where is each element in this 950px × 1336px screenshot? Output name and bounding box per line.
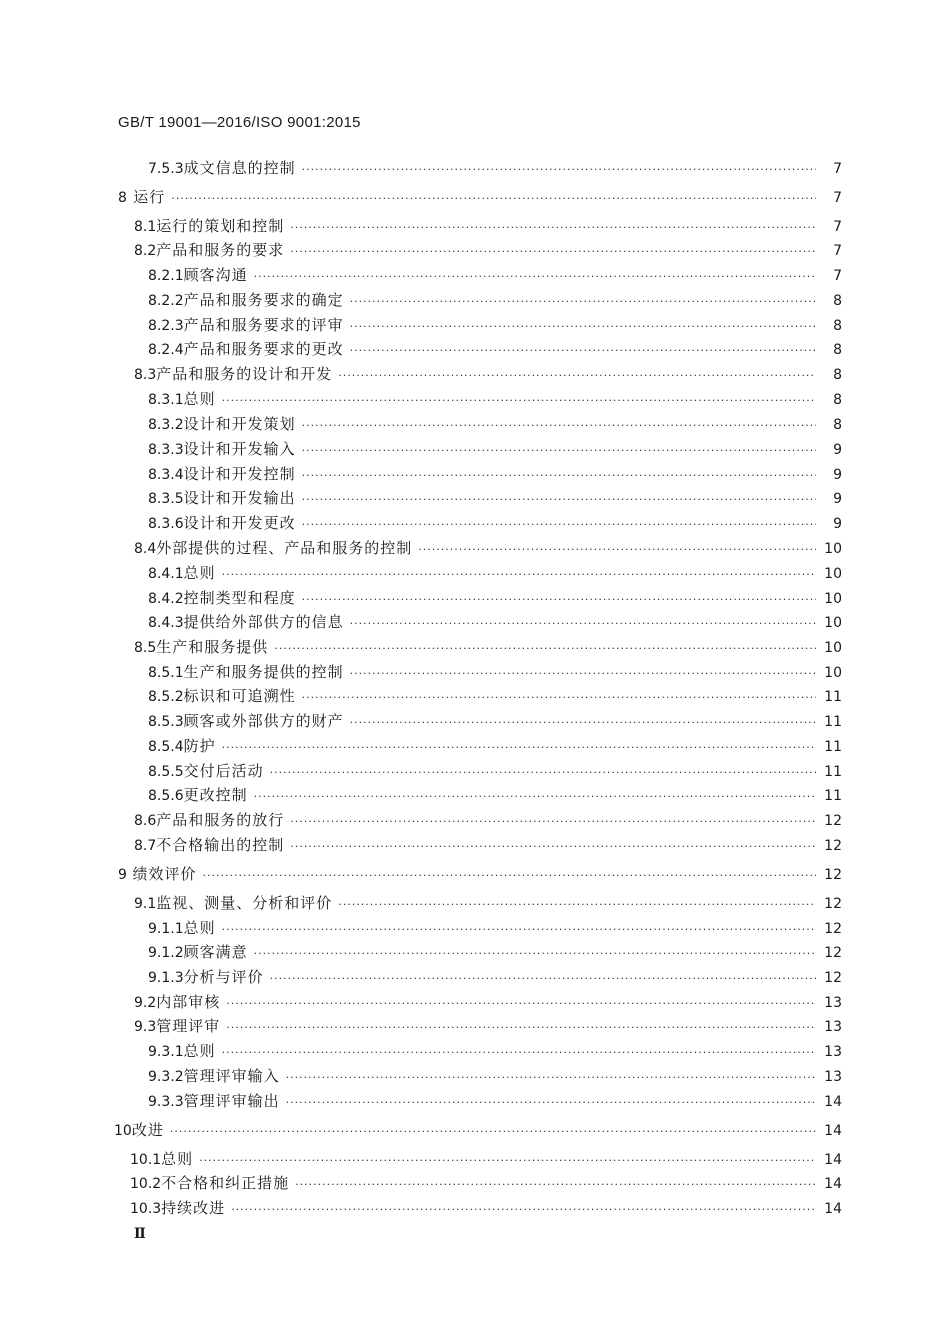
toc-section-title: 产品和服务要求的更改 — [183, 340, 344, 358]
toc-page-number: 14 — [824, 1152, 842, 1168]
toc-dot-leader — [254, 944, 816, 964]
toc-section-title: 设计和开发策划 — [183, 415, 296, 433]
toc-section-number: 8.3 — [134, 367, 157, 383]
toc-section-title: 管理评审输入 — [183, 1067, 280, 1085]
toc-dot-leader — [350, 664, 816, 684]
toc-entry[interactable] — [148, 315, 842, 335]
toc-entry[interactable] — [134, 810, 842, 830]
toc-section-number: 8.5.6 — [148, 788, 184, 804]
toc-entry[interactable] — [134, 364, 842, 384]
toc-section-title: 产品和服务的设计和开发 — [156, 365, 333, 383]
toc-section-title: 总则 — [161, 1150, 194, 1168]
toc-section-number: 8.1 — [134, 219, 157, 235]
toc-dot-leader — [338, 366, 816, 386]
toc-section-number: 8.4.2 — [148, 591, 184, 607]
toc-entry[interactable] — [134, 893, 842, 913]
toc-section-title: 产品和服务的要求 — [156, 241, 285, 259]
toc-section-title: 不合格和纠正措施 — [161, 1174, 290, 1192]
toc-page-number: 7 — [833, 243, 842, 259]
toc-section-title: 外部提供的过程、产品和服务的控制 — [156, 539, 413, 557]
toc-entry[interactable] — [148, 464, 842, 484]
toc-entry[interactable] — [148, 686, 842, 706]
toc-section-number: 8.3.1 — [148, 392, 184, 408]
toc-section-title: 总则 — [183, 564, 216, 582]
toc-dot-leader — [302, 441, 816, 461]
toc-section-number: 8.5.5 — [148, 764, 184, 780]
toc-section-number: 8.2.3 — [148, 318, 184, 334]
toc-section-number: 9.3.2 — [148, 1069, 184, 1085]
toc-entry[interactable] — [114, 1120, 842, 1140]
toc-dot-leader — [226, 994, 816, 1014]
toc-page-number: 7 — [833, 190, 842, 206]
toc-dot-leader — [222, 565, 816, 585]
toc-section-title: 交付后活动 — [183, 762, 264, 780]
toc-page-number: 12 — [824, 945, 842, 961]
toc-section-title: 运行的策划和控制 — [156, 217, 285, 235]
toc-section-title: 标识和可追溯性 — [183, 687, 296, 705]
toc-section-title: 成文信息的控制 — [183, 159, 296, 177]
toc-section-title: 提供给外部供方的信息 — [183, 613, 344, 631]
toc-section-title: 监视、测量、分析和评价 — [156, 894, 333, 912]
toc-entry[interactable] — [148, 389, 842, 409]
toc-dot-leader — [302, 416, 816, 436]
toc-section-number: 8.5.2 — [148, 689, 184, 705]
toc-page-number: 11 — [824, 739, 842, 755]
toc-section-number: 10 — [114, 1123, 132, 1139]
toc-section-title: 生产和服务提供的控制 — [183, 663, 344, 681]
toc-section-number: 8.2.4 — [148, 342, 184, 358]
toc-section-number: 8.3.2 — [148, 417, 184, 433]
toc-section-number: 8.3.5 — [148, 491, 184, 507]
toc-page-number: 7 — [833, 268, 842, 284]
toc-section-number: 8.6 — [134, 813, 157, 829]
toc-dot-leader — [222, 1043, 816, 1063]
toc-dot-leader — [302, 490, 816, 510]
toc-section-number: 7.5.3 — [148, 161, 184, 177]
toc-section-number: 8 — [118, 190, 127, 206]
toc-dot-leader — [170, 1122, 816, 1142]
toc-page-number: 10 — [824, 640, 842, 656]
toc-dot-leader — [222, 391, 816, 411]
toc-section-number: 9.3.3 — [148, 1094, 184, 1110]
toc-section-title: 总则 — [183, 1042, 216, 1060]
toc-page-number: 14 — [824, 1123, 842, 1139]
toc-section-number: 8.2.2 — [148, 293, 184, 309]
toc-dot-leader — [302, 515, 816, 535]
toc-section-number: 8.2 — [134, 243, 157, 259]
toc-entry[interactable] — [118, 187, 842, 207]
toc-dot-leader — [350, 614, 816, 634]
toc-dot-leader — [350, 317, 816, 337]
toc-section-title: 顾客沟通 — [183, 266, 248, 284]
toc-page-number: 7 — [833, 161, 842, 177]
toc-dot-leader — [222, 738, 816, 758]
toc-section-number: 9.2 — [134, 995, 157, 1011]
toc-entry[interactable] — [134, 216, 842, 236]
toc-entry[interactable] — [134, 992, 842, 1012]
toc-entry[interactable] — [148, 513, 842, 533]
toc-section-title: 持续改进 — [161, 1199, 226, 1217]
toc-dot-leader — [290, 242, 816, 262]
toc-page-number: 10 — [824, 566, 842, 582]
toc-page-number: 10 — [824, 591, 842, 607]
toc-page-number: 13 — [824, 1044, 842, 1060]
toc-entry[interactable] — [148, 265, 842, 285]
toc-entry[interactable] — [148, 711, 842, 731]
toc-entry[interactable] — [134, 1016, 842, 1036]
toc-section-title: 产品和服务要求的评审 — [183, 316, 344, 334]
toc-entry[interactable] — [148, 414, 842, 434]
toc-entry[interactable] — [148, 339, 842, 359]
toc-section-number: 8.3.4 — [148, 467, 184, 483]
toc-section-number: 9.1.1 — [148, 921, 184, 937]
toc-section-title: 总则 — [183, 390, 216, 408]
toc-page-number: 12 — [824, 896, 842, 912]
toc-entry[interactable] — [134, 538, 842, 558]
toc-page-number: 13 — [824, 1069, 842, 1085]
toc-page-number: 12 — [824, 970, 842, 986]
toc-page-number: 10 — [824, 615, 842, 631]
toc-dot-leader — [302, 590, 816, 610]
toc-section-number: 8.5.4 — [148, 739, 184, 755]
toc-section-number: 8.5 — [134, 640, 157, 656]
toc-section-title: 控制类型和程度 — [183, 589, 296, 607]
toc-section-number: 9 — [118, 867, 127, 883]
toc-page-number: 9 — [833, 491, 842, 507]
toc-page-number: 11 — [824, 714, 842, 730]
toc-page-number: 12 — [824, 867, 842, 883]
toc-section-title: 更改控制 — [183, 786, 248, 804]
toc-section-title: 总则 — [183, 919, 216, 937]
toc-entry[interactable] — [134, 637, 842, 657]
toc-page-number: 8 — [833, 318, 842, 334]
toc-dot-leader — [171, 189, 816, 209]
toc-page-number: 9 — [833, 467, 842, 483]
toc-dot-leader — [302, 160, 816, 180]
toc-page-number: 8 — [833, 392, 842, 408]
toc-page-number: 11 — [824, 764, 842, 780]
toc-dot-leader — [286, 1068, 816, 1088]
toc-section-title: 顾客满意 — [183, 943, 248, 961]
toc-entry[interactable] — [148, 588, 842, 608]
toc-dot-leader — [199, 1151, 816, 1171]
toc-section-title: 绩效评价 — [132, 865, 197, 883]
toc-section-title: 设计和开发控制 — [183, 465, 296, 483]
toc-entry[interactable] — [148, 736, 842, 756]
toc-page-number: 11 — [824, 689, 842, 705]
toc-entry[interactable] — [148, 1091, 842, 1111]
toc-section-title: 防护 — [183, 737, 216, 755]
toc-dot-leader — [226, 1018, 816, 1038]
toc-entry[interactable] — [148, 488, 842, 508]
toc-section-number: 8.5.1 — [148, 665, 184, 681]
toc-dot-leader — [222, 920, 816, 940]
toc-page-number: 14 — [824, 1176, 842, 1192]
toc-entry[interactable] — [148, 439, 842, 459]
toc-section-title: 不合格输出的控制 — [156, 836, 285, 854]
toc-page-number: 13 — [824, 1019, 842, 1035]
toc-section-number: 10.1 — [130, 1152, 162, 1168]
toc-page-number: 9 — [833, 516, 842, 532]
toc-page-number: 14 — [824, 1201, 842, 1217]
toc-section-number: 8.4.3 — [148, 615, 184, 631]
toc-entry[interactable] — [134, 240, 842, 260]
toc-page-number: 13 — [824, 995, 842, 1011]
toc-section-number: 9.3.1 — [148, 1044, 184, 1060]
toc-entry[interactable] — [130, 1198, 842, 1218]
toc-dot-leader — [203, 866, 817, 886]
toc-dot-leader — [286, 1093, 816, 1113]
toc-dot-leader — [254, 267, 816, 287]
toc-section-number: 9.1.2 — [148, 945, 184, 961]
toc-section-number: 8.7 — [134, 838, 157, 854]
toc-dot-leader — [350, 341, 816, 361]
toc-section-title: 管理评审输出 — [183, 1092, 280, 1110]
toc-page-number: 11 — [824, 788, 842, 804]
toc-section-number: 8.3.3 — [148, 442, 184, 458]
toc-dot-leader — [418, 540, 816, 560]
toc-entry[interactable] — [134, 835, 842, 855]
toc-section-title: 内部审核 — [156, 993, 221, 1011]
toc-entry[interactable] — [148, 612, 842, 632]
toc-section-number: 8.2.1 — [148, 268, 184, 284]
toc-dot-leader — [270, 969, 816, 989]
toc-section-number: 8.4.1 — [148, 566, 184, 582]
toc-page-number: 7 — [833, 219, 842, 235]
toc-section-number: 9.1 — [134, 896, 157, 912]
toc-section-number: 8.5.3 — [148, 714, 184, 730]
toc-page-number: 9 — [833, 442, 842, 458]
toc-page-number: 12 — [824, 921, 842, 937]
toc-page-number: 10 — [824, 541, 842, 557]
toc-entry[interactable] — [148, 158, 842, 178]
toc-section-title: 分析与评价 — [183, 968, 264, 986]
toc-dot-leader — [254, 787, 816, 807]
toc-section-number: 8.4 — [134, 541, 157, 557]
toc-dot-leader — [350, 713, 816, 733]
toc-section-number: 9.1.3 — [148, 970, 184, 986]
toc-dot-leader — [295, 1175, 816, 1195]
toc-section-title: 顾客或外部供方的财产 — [183, 712, 344, 730]
toc-dot-leader — [290, 837, 816, 857]
toc-section-number: 8.3.6 — [148, 516, 184, 532]
toc-section-number: 9.3 — [134, 1019, 157, 1035]
toc-section-title: 设计和开发输出 — [183, 489, 296, 507]
toc-entry[interactable] — [148, 785, 842, 805]
toc-entry[interactable] — [148, 967, 842, 987]
toc-entry[interactable] — [148, 918, 842, 938]
toc-entry[interactable] — [148, 1066, 842, 1086]
toc-entry[interactable] — [130, 1173, 842, 1193]
toc-page-number: 10 — [824, 665, 842, 681]
toc-dot-leader — [290, 812, 816, 832]
toc-entry[interactable] — [148, 1041, 842, 1061]
toc-section-title: 改进 — [131, 1121, 164, 1139]
document-standard-id: GB/T 19001—2016/ISO 9001:2015 — [118, 114, 361, 131]
toc-dot-leader — [290, 218, 816, 238]
toc-entry[interactable] — [148, 290, 842, 310]
toc-dot-leader — [302, 688, 816, 708]
toc-page-number: 14 — [824, 1094, 842, 1110]
toc-entry[interactable] — [148, 662, 842, 682]
toc-section-title: 运行 — [133, 188, 166, 206]
toc-page-number: 8 — [833, 417, 842, 433]
toc-entry[interactable] — [148, 942, 842, 962]
toc-section-number: 10.2 — [130, 1176, 162, 1192]
toc-dot-leader — [231, 1200, 816, 1220]
toc-section-title: 设计和开发输入 — [183, 440, 296, 458]
toc-section-number: 10.3 — [130, 1201, 162, 1217]
toc-section-title: 产品和服务要求的确定 — [183, 291, 344, 309]
toc-page-number: 12 — [824, 838, 842, 854]
toc-page-number: 8 — [833, 293, 842, 309]
toc-section-title: 设计和开发更改 — [183, 514, 296, 532]
toc-dot-leader — [338, 895, 816, 915]
toc-entry[interactable] — [148, 563, 842, 583]
toc-page-number: 8 — [833, 367, 842, 383]
toc-page-number: 8 — [833, 342, 842, 358]
toc-dot-leader — [350, 292, 816, 312]
toc-entry[interactable] — [118, 864, 842, 884]
toc-entry[interactable] — [148, 761, 842, 781]
toc-dot-leader — [274, 639, 816, 659]
toc-dot-leader — [270, 763, 816, 783]
toc-dot-leader — [302, 466, 816, 486]
toc-page-number: 12 — [824, 813, 842, 829]
toc-section-title: 生产和服务提供 — [156, 638, 269, 656]
toc-section-title: 管理评审 — [156, 1017, 221, 1035]
page-number: Ⅱ — [134, 1226, 146, 1242]
toc-entry[interactable] — [130, 1149, 842, 1169]
toc-section-title: 产品和服务的放行 — [156, 811, 285, 829]
